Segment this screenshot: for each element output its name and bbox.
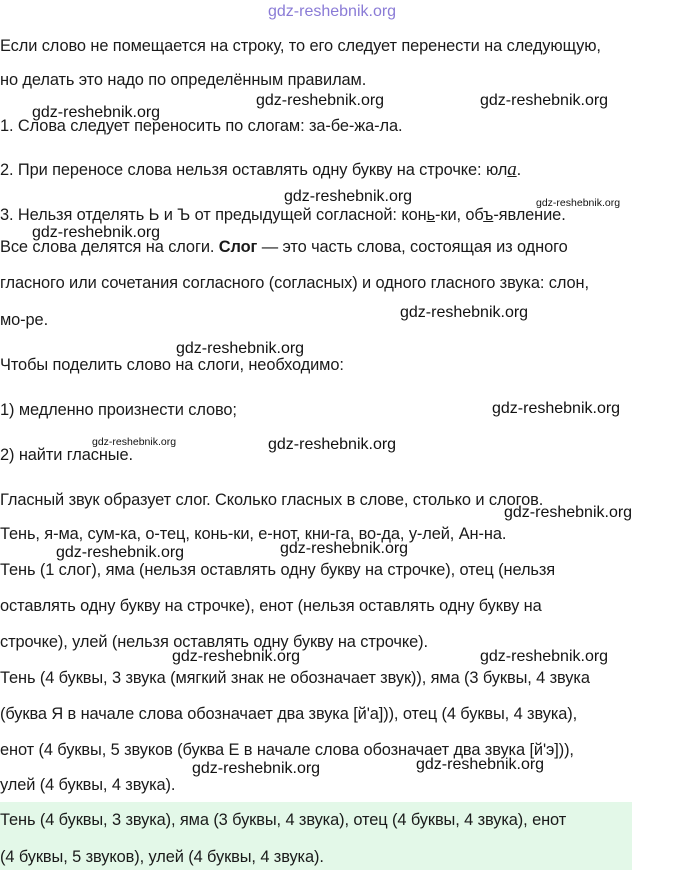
watermark: gdz-reshebnik.org xyxy=(536,197,621,209)
step-2: 2) найти гласные. xyxy=(0,446,133,464)
vowel-rule: Гласный звук образует слог. Сколько гласных в слове, столько и слогов. xyxy=(0,491,544,509)
rule-2 xyxy=(0,160,521,180)
highlight-line-1: Тень (4 буквы, 3 звука), яма (3 буквы, 4 звука), отец (4 буквы, 4 звука), енот xyxy=(0,811,567,829)
rule-3-mid: -ки, об xyxy=(435,206,484,224)
watermark: gdz-reshebnik.org xyxy=(284,188,413,205)
intro-line-1: Если слово не помещается на строку, то его следует перенести на следующую, xyxy=(0,37,601,55)
watermark: gdz-reshebnik.org xyxy=(56,544,185,561)
rule-3-soft-sign: ь xyxy=(426,206,436,224)
transfer-line-1: Тень (1 слог), яма (нельзя оставлять одну букву на строчке), отец (нельзя xyxy=(0,561,556,579)
watermark: gdz-reshebnik.org xyxy=(480,92,609,109)
rule-3 xyxy=(0,205,566,225)
sounds-line-3: енот (4 буквы, 5 звуков (буква Е в начале слова обозначает два звука [й'э])), xyxy=(0,741,574,759)
rule-1: 1. Слова следует переносить по слогам: за-бе-жа-ла. xyxy=(0,117,403,135)
sounds-line-1: Тень (4 буквы, 3 звука (мягкий знак не обозначает звук)), яма (3 буквы, 4 звука xyxy=(0,669,590,687)
syllable-def-line-2: гласного или сочетания согласного (согласных) и одного гласного звука: слон, xyxy=(0,274,589,292)
watermark: gdz-reshebnik.org xyxy=(192,760,321,777)
step-1: 1) медленно произнести слово; xyxy=(0,401,237,419)
watermark: gdz-reshebnik.org xyxy=(172,648,301,665)
syllable-def-line-3: мо-ре. xyxy=(0,311,49,329)
syllable-def-post: — это часть слова, состоящая из одного xyxy=(257,238,568,256)
syllable-def-pre: Все слова делятся на слоги. xyxy=(0,238,219,256)
watermark: gdz-reshebnik.org xyxy=(32,104,161,121)
watermark: gdz-reshebnik.org xyxy=(480,648,609,665)
syllable-division: Тень, я-ма, сум-ка, о-тец, конь-ки, е-нот, кни-га, во-да, у-лей, Ан-на. xyxy=(0,525,507,543)
steps-intro: Чтобы поделить слово на слоги, необходимо: xyxy=(0,356,344,374)
watermark: gdz-reshebnik.org xyxy=(176,340,305,357)
rule-2-end: . xyxy=(516,161,522,179)
watermark: gdz-reshebnik.org xyxy=(256,92,385,109)
watermark: gdz-reshebnik.org xyxy=(268,436,397,453)
highlight-line-2: (4 буквы, 5 звуков), улей (4 буквы, 4 звука). xyxy=(0,848,324,866)
syllable-term: Слог xyxy=(218,238,258,256)
watermark: gdz-reshebnik.org xyxy=(492,400,621,417)
rule-2-text: 2. При переносе слова нельзя оставлять одну букву на строчке: юл xyxy=(0,161,508,179)
rule-2-underlined-letter: а xyxy=(507,159,517,180)
rule-3-hard-sign: ъ xyxy=(483,206,494,224)
watermark: gdz-reshebnik.org xyxy=(32,224,161,241)
sounds-line-2: (буква Я в начале слова обозначает два звука [й'а])), отец (4 буквы, 4 звука), xyxy=(0,705,578,723)
rule-3-text: 3. Нельзя отделять Ь и Ъ от предыдущей согласной: кон xyxy=(0,206,427,224)
sounds-line-4: улей (4 буквы, 4 звука). xyxy=(0,776,176,794)
watermark: gdz-reshebnik.org xyxy=(400,304,529,321)
intro-line-2: но делать это надо по определённым правилам. xyxy=(0,71,367,89)
watermark: gdz-reshebnik.org xyxy=(280,540,409,557)
transfer-line-2: оставлять одну букву на строчке), енот (нельзя оставлять одну букву на xyxy=(0,597,542,615)
top-watermark: gdz-reshebnik.org xyxy=(268,3,397,20)
watermark: gdz-reshebnik.org xyxy=(504,504,633,521)
watermark: gdz-reshebnik.org xyxy=(92,436,177,448)
rule-3-end: -явление. xyxy=(493,206,566,224)
transfer-line-3: строчке), улей (нельзя оставлять одну букву на строчке). xyxy=(0,633,428,651)
watermark: gdz-reshebnik.org xyxy=(416,756,545,773)
